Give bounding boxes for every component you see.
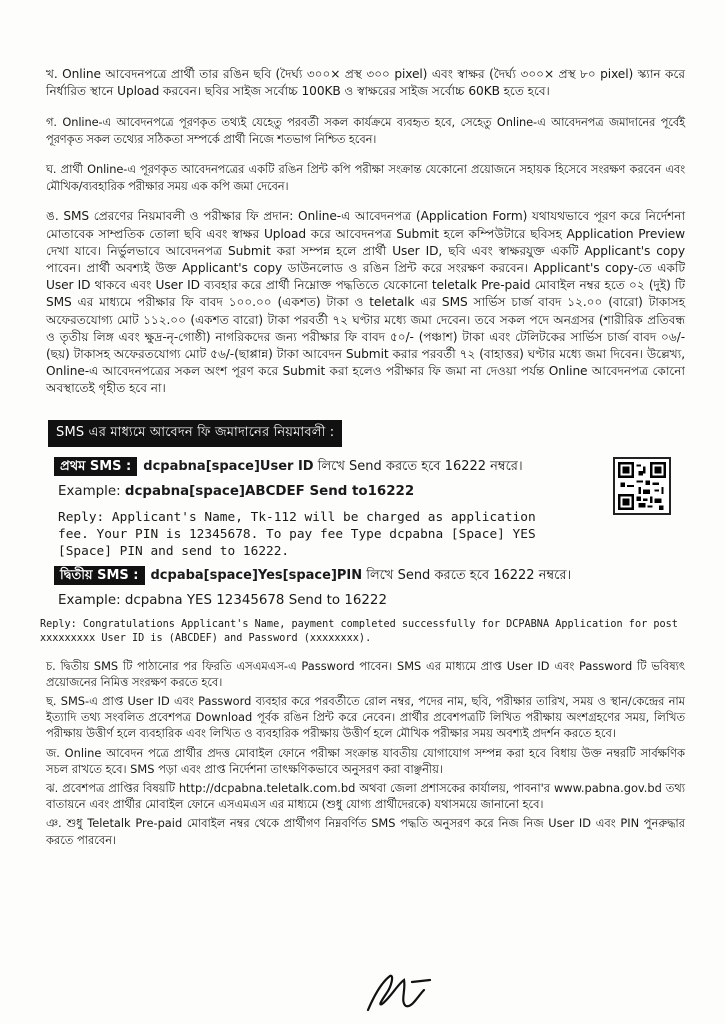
instruction-list [46,658,685,848]
qr-code-icon [613,457,671,515]
sms-section [40,412,685,646]
second-sms-suffix: লিখে Send করতে হবে 16222 নম্বরে। [362,567,572,583]
list-item: ঝ. প্রবেশপত্র প্রাপ্তির বিষয়টি http://dcpabna.teletalk.com.bd অথবা জেলা প্রশাসকের কার্যালয়, পাবনা'র www.pabna.gov.bd তথ্য বাতায়নে এবং প্রার্থীর মোবাইল ফোনে এসএমএস এর মাধ্যমে (শুধু যোগ্য প্রার্থীদেরকে) যথাসময়ে জানানো হবে। [46,781,685,812]
first-sms-reply: Reply: Applicant's Name, Tk-112 will be charged as application fee. Your PIN is 12345678. To pay fee Type dcpabna [Space] YES [Space] PIN and send to 16222. [58,509,536,559]
first-example-label: Example: [58,483,125,499]
first-example-code: dcpabna[space]ABCDEF Send to16222 [124,483,415,499]
first-sms-code: dcpabna[space]User ID [143,458,314,474]
second-sms-reply: Reply: Congratulations Applicant's Name, payment completed successfully for DCPABNA Application for post xxxxxxxxx User ID is (ABCDEF) and Password (xxxxxxxx). [40,618,678,644]
second-sms-tag: দ্বিতীয় SMS : [54,566,145,585]
handwritten-signature [360,960,450,1020]
second-sms-line [54,566,685,585]
second-sms-example: Example: dcpabna YES 12345678 Send to 16222 [58,592,387,608]
sms-instructions [46,457,685,610]
list-item: ঞ. শুধু Teletalk Pre-paid মোবাইল নম্বর থেকে প্রার্থীগণ নিম্নবর্ণিত SMS পদ্ধতি অনুসরণ করে নিজ নিজ User ID এবং PIN পুনরুদ্ধার করতে পারবেন। [46,816,685,847]
list-item: জ. Online আবেদন পত্রে প্রার্থীর প্রদত্ত মোবাইল ফোনে পরীক্ষা সংক্রান্ত যাবতীয় যোগাযোগ সম্পন্ন করা হবে বিধায় উক্ত নম্বরটি সার্বক্ষণিক সচল রাখতে হবে। SMS পড়া এবং প্রাপ্ত নির্দেশনা তাৎক্ষণিকভাবে অনুসরণ করা বাঞ্ছনীয়। [46,745,685,776]
sms-section-header: SMS এর মাধ্যমে আবেদন ফি জমাদানের নিয়মাবলী : [48,420,342,447]
first-sms-suffix: লিখে Send করতে হবে 16222 নম্বরে। [313,458,523,474]
list-item: চ. দ্বিতীয় SMS টি পাঠানোর পর ফিরতি এসএমএস-এ Password পাবেন। SMS এর মাধ্যমে প্রাপ্ত User ID এবং Password টি ভবিষ্যৎ প্রয়োজনের নিমিত্ত সংরক্ষণ করতে হবে। [46,658,685,689]
first-sms-example [58,482,685,501]
list-item: ছ. SMS-এ প্রাপ্ত User ID এবং Password ব্যবহার করে পরবর্তীতে রোল নম্বর, পদের নাম, ছবি, পরীক্ষার তারিখ, সময় ও স্থান/কেন্দ্রের নাম ইত্যাদি তথ্য সংবলিত প্রবেশপত্র Download পূর্বক রঙিন প্রিন্ট করে নেবেন। প্রার্থীর প্রবেশপত্রটি লিখিত পরীক্ষায় অংশগ্রহণের সময়, লিখিত পরীক্ষায় উত্তীর্ণ হলে ব্যবহারিক এবং লিখিত ও ব্যবহারিক পরীক্ষায় উত্তীর্ণ হলে মৌখিক পরীক্ষার সময় অবশ্যই প্রদর্শন করতে হবে। [46,694,685,741]
paragraph-sms-rules: ঙ. SMS প্রেরণের নিয়মাবলী ও পরীক্ষার ফি প্রদান: Online-এ আবেদনপত্র (Application Form) যথাযথভাবে পূরণ করে নির্দেশনা মোতাবেক সাম্প্রতিক তোলা ছবি এবং স্বাক্ষর Upload করে আবেদনপত্র Submit হলে কম্পিউটারে ছবিসহ Application Preview দেখা যাবে। নির্ভুলভাবে আবেদনপত্র Submit করা সম্পন্ন হলে প্রার্থী User ID, ছবি এবং স্বাক্ষরযুক্ত একটি Applicant's copy পাবেন। প্রার্থী অবশ্যই উক্ত Applicant's copy ডাউনলোড ও রঙিন প্রিন্ট করে সংরক্ষণ করবেন। Applicant's copy-তে একটি User ID থাকবে এবং User ID ব্যবহার করে প্রার্থী নিম্নোক্ত পদ্ধতিতে যেকোনো teletalk Pre-paid মোবাইল নম্বর হতে ০২ (দুই) টি SMS এর মাধ্যমে পরীক্ষার ফি বাবদ ১০০.০০ (একশত) টাকা ও teletalk এর SMS সার্ভিস চার্জ বাবদ ১২.০০ (বারো) টাকাসহ অফেরতযোগ্য মোট ১১২.০০ (একশত বারো) টাকা পরবর্তী ৭২ ঘণ্টার মধ্যে জমা দেবেন। তবে সকল পদে অনগ্রসর (শারীরিক প্রতিবন্ধ ও তৃতীয় লিঙ্গ এবং ক্ষুদ্র-নৃ-গোষ্ঠী) নাগরিকদের জন্য পরীক্ষার ফি বাবদ ৫০/- (পঞ্চাশ) টাকা এবং টেলিটকের সার্ভিস চার্জ বাবদ ০৬/-(ছয়) টাকাসহ অফেরতযোগ্য মোট ৫৬/-(ছাপ্পান্ন) টাকা আবেদন Submit করার পরবর্তী ৭২ (বাহাত্তর) ঘণ্টার মধ্যে জমা দিবেন। উল্লেখ্য, Online-এ আবেদনপত্রের সকল অংশ পূরণ করে Submit করা হলেও পরীক্ষার ফি জমা না দেওয়া পর্যন্ত Online আবেদনপত্র কোনো অবস্থাতেই গৃহীত হবে না। [46,209,685,396]
first-sms-tag: প্রথম SMS : [54,457,137,476]
paragraph-ga: গ. Online-এ আবেদনপত্রে পূরণকৃত তথ্যই যেহেতু পরবর্তী সকল কার্যক্রমে ব্যবহৃত হবে, সেহেতু Online-এ আবেদনপত্র জমাদানের পূর্বেই পূরণকৃত সকল তথ্যের সঠিকতা সম্পর্কে প্রার্থী নিজে শতভাগ নিশ্চিত হবেন। [46,115,685,146]
first-sms-line [54,457,685,476]
second-sms-code: dcpaba[space]Yes[space]PIN [150,567,363,583]
paragraph-gha: ঘ. প্রার্থী Online-এ পূরণকৃত আবেদনপত্রের একটি রঙিন প্রিন্ট কপি পরীক্ষা সংক্রান্ত যেকোনো প্রয়োজনে সহায়ক হিসেবে সংরক্ষণ করবেন এবং মৌখিক/ব্যবহারিক পরীক্ষার সময় এক কপি জমা দেবেন। [46,162,685,193]
paragraph-kha: খ. Online আবেদনপত্রে প্রার্থী তার রঙিন ছবি (দৈর্ঘ্য ৩০০× প্রস্থ ৩০০ pixel) এবং স্বাক্ষর (দৈর্ঘ্য ৩০০× প্রস্থ ৮০ pixel) স্ক্যান করে নির্ধারিত স্থানে Upload করবেন। ছবির সাইজ সর্বোচ্চ 100KB ও স্বাক্ষরের সাইজ সর্বোচ্চ 60KB হতে হবে। [46,67,685,99]
